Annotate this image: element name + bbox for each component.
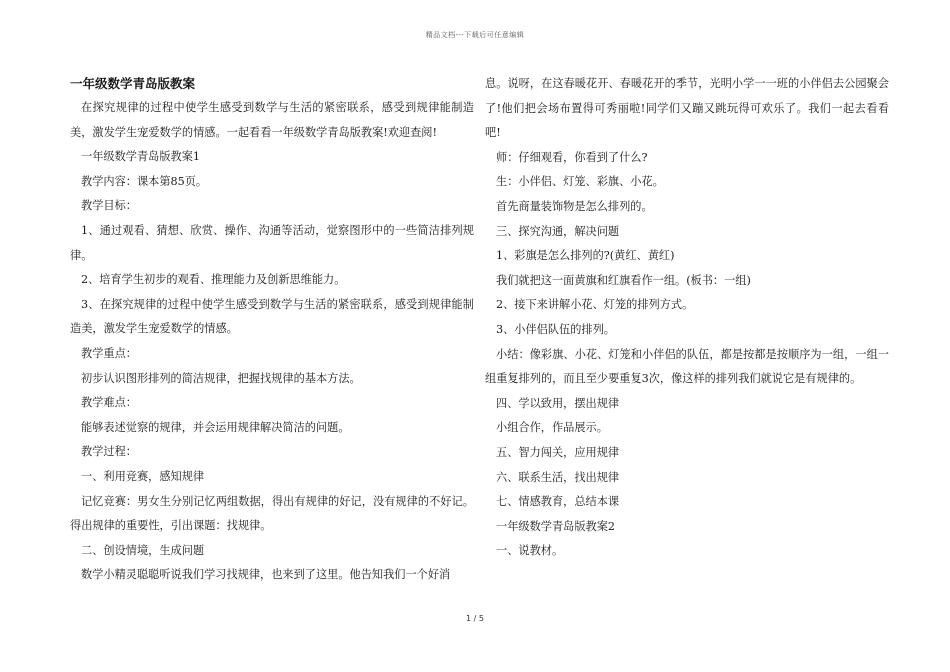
paragraph: 生：小伴侣、灯笼、彩旗、小花。 (496, 175, 664, 189)
paragraph: 息。说呀，在这春暖花开、春暖花开的季节，光明小学一一班的小伴侣去公园聚会了!他们把会场布置得可秀丽啦!同学们又蹦又跳玩得可欢乐了。我们一起去看看吧! (485, 77, 889, 140)
paragraph: 3、在探究规律的过程中使学生感受到数学与生活的紧密联系，感受到规律能制造美，激发学生宠爱数学的情感。 (70, 297, 474, 336)
section-heading: 一年级数学青岛版教案2 (496, 519, 615, 533)
paragraph: 1、彩旗是怎么排列的?(黄红、黄红) (496, 249, 675, 263)
page-header: 精品文档---下载后可任意编辑 (425, 31, 525, 39)
paragraph: 师：仔细观看，你看到了什么? (496, 150, 648, 164)
paragraph: 数学小精灵聪聪听说我们学习找规律，也来到了这里。他告知我们一个好消 (81, 568, 451, 582)
paragraph: 教学目标： (81, 199, 137, 213)
paragraph: 教学难点： (81, 396, 137, 410)
paragraph: 教学过程： (81, 445, 137, 459)
paragraph: 六、联系生活，找出规律 (496, 470, 620, 484)
paragraph: 四、学以致用，摆出规律 (496, 396, 620, 410)
paragraph: 小组合作，作品展示。 (496, 421, 608, 435)
paragraph: 教学内容：课本第85页。 (81, 174, 208, 188)
paragraph: 一、说教材。 (496, 544, 564, 558)
paragraph: 一、利用竞赛，感知规律 (81, 469, 205, 483)
paragraph: 2、接下来讲解小花、灯笼的排列方式。 (496, 298, 694, 312)
paragraph: 能够表述觉察的规律，并会运用规律解决简洁的问题。 (81, 420, 350, 434)
paragraph: 小结：像彩旗、小花、灯笼和小伴侣的队伍，都是按都是按顺序为一组，一组一组重复排列的，而且至少要重复3次，像这样的排列我们就说它是有规律的。 (485, 347, 889, 386)
paragraph: 在探究规律的过程中使学生感受到数学与生活的紧密联系，感受到规律能制造美，激发学生宠爱数学的情感。一起看看一年级数学青岛版教案!欢迎查阅! (70, 101, 474, 139)
paragraph: 三、探究沟通，解决问题 (496, 224, 620, 238)
paragraph: 1、通过观看、猜想、欣赏、操作、沟通等活动，觉察图形中的一些简洁排列规律。 (70, 223, 474, 262)
paragraph: 教学重点： (81, 346, 137, 360)
paragraph: 初步认识图形排列的简洁规律，把握找规律的基本方法。 (81, 371, 361, 385)
paragraph: 记忆竞赛：男女生分别记忆两组数据，得出有规律的好记，没有规律的不好记。得出规律的重要性，引出课题：找规律。 (70, 494, 474, 533)
paragraph: 3、小伴侣队伍的排列。 (496, 322, 615, 336)
left-column (70, 72, 474, 588)
paragraph: 七、情感教育，总结本课 (496, 495, 620, 509)
right-column (485, 72, 889, 564)
paragraph: 二、创设情境，生成问题 (81, 543, 205, 557)
section-heading: 一年级数学青岛版教案1 (81, 150, 200, 164)
paragraph: 五、智力闯关，应用规律 (496, 445, 620, 459)
document-title: 一年级数学青岛版教案 (70, 76, 196, 91)
paragraph: 2、培育学生初步的观看、推理能力及创新思维能力。 (81, 273, 346, 287)
paragraph: 我们就把这一面黄旗和红旗看作一组。(板书：一组) (496, 273, 751, 287)
page-number: 1 / 5 (466, 614, 484, 623)
paragraph: 首先商量装饰物是怎么排列的。 (496, 199, 653, 213)
